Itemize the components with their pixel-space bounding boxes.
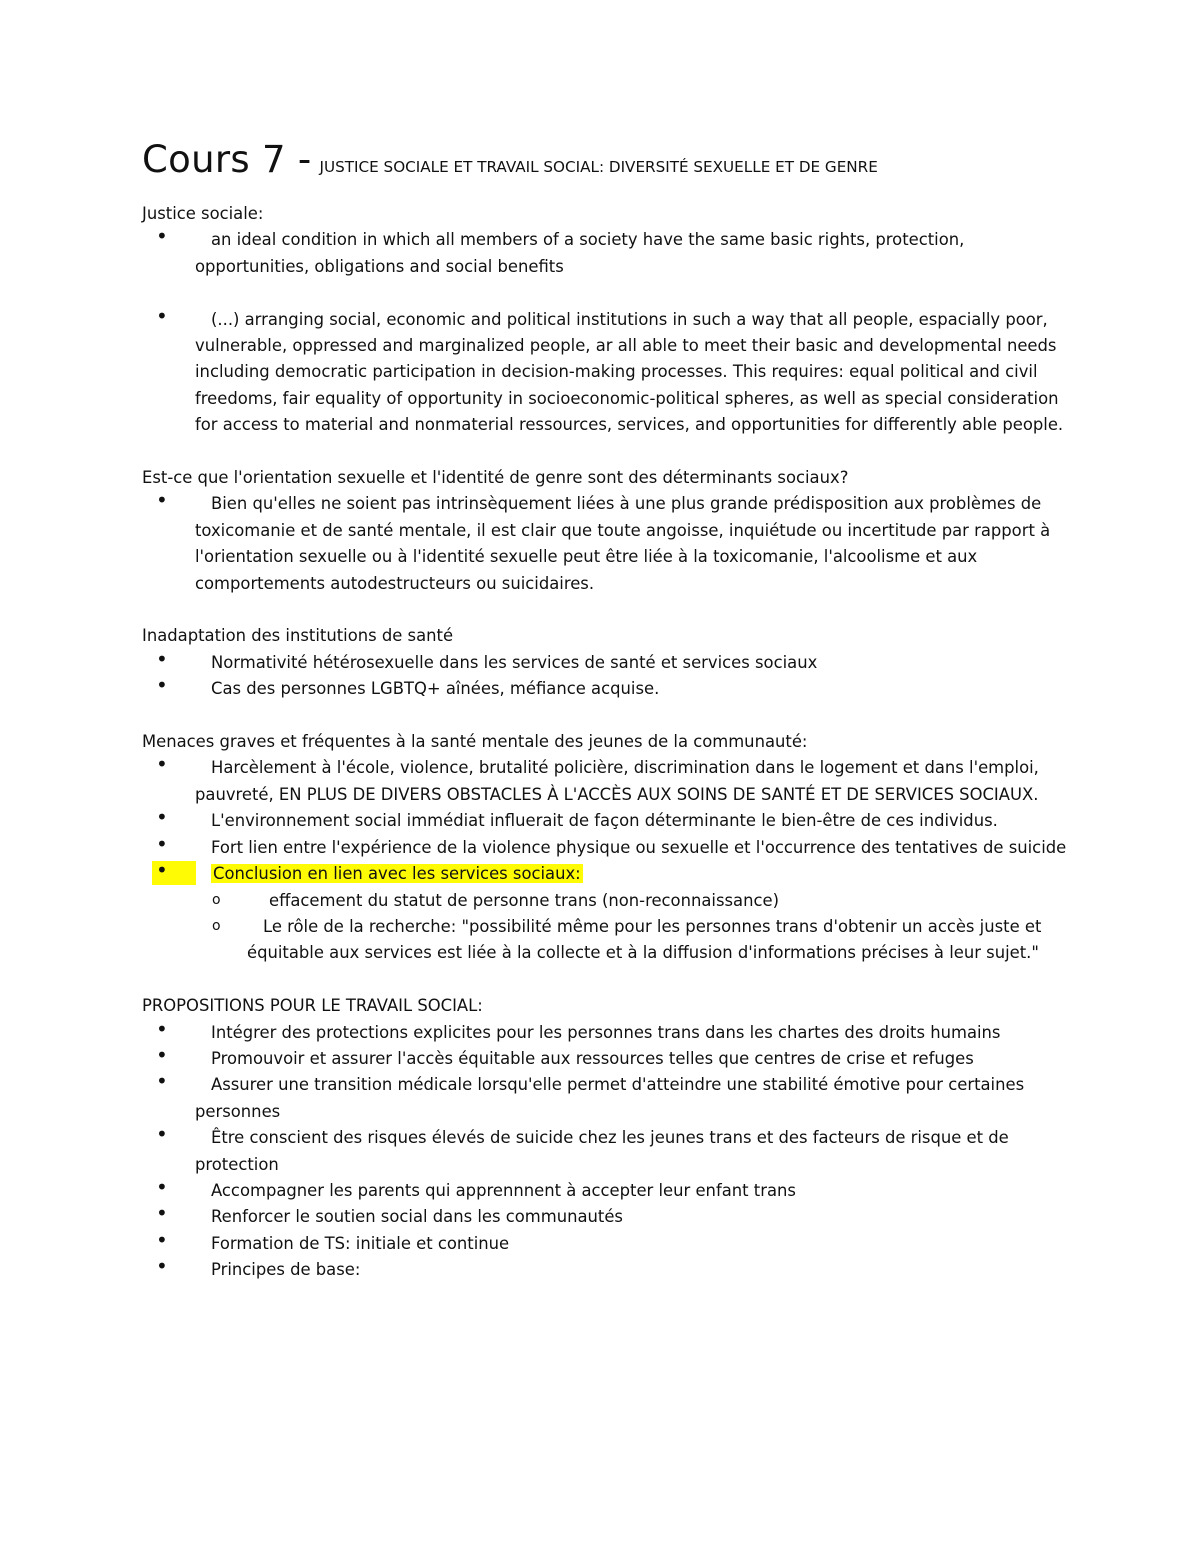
list-item-text: Assurer une transition médicale lorsqu'elle permet d'atteindre une stabilité émotive pour certaines personnes — [195, 1075, 1025, 1121]
list-menaces — [142, 752, 1077, 966]
bullet-icon: • — [156, 1122, 168, 1147]
list-item-text: Formation de TS: initiale et continue — [211, 1233, 510, 1253]
list-item-highlighted — [142, 858, 1077, 967]
list-item — [142, 673, 1077, 702]
list-item — [142, 805, 1077, 834]
bullet-icon: • — [156, 488, 168, 513]
bullet-icon: • — [156, 805, 168, 830]
bullet-icon: • — [156, 1042, 168, 1067]
list-propositions — [142, 1016, 1077, 1284]
list-item-text: Intégrer des protections explicites pour les personnes trans dans les chartes des droits humains — [211, 1022, 1001, 1042]
circle-bullet-icon: o — [212, 891, 221, 908]
list-item — [142, 1016, 1077, 1046]
circle-bullet-icon: o — [212, 917, 221, 934]
bullet-icon: • — [156, 224, 168, 249]
sub-list-item — [195, 914, 1077, 967]
page-title — [142, 138, 1077, 181]
list-orientation — [142, 488, 1077, 597]
list-inadaptation — [142, 646, 1077, 703]
list-item-text: (...) arranging social, economic and political institutions in such a way that all people, espacially poor, vulnerable, oppressed and marginalized people, ar all able to meet their basic and developmental needs including democratic participation in decision-making processes. This requires: equal political and civil freedoms, fair equality of opportunity in socioeconomic-political spheres, as well as special consideration for access to material and nonmaterial ressources, services, and opportunities for differently able people. — [195, 309, 1064, 435]
bullet-icon: • — [156, 1227, 168, 1252]
list-item-text: Renforcer le soutien social dans les communautés — [211, 1207, 623, 1227]
bullet-icon: • — [156, 303, 168, 328]
list-item-text: Normativité hétérosexuelle dans les services de santé et services sociaux — [211, 652, 818, 672]
list-item-text: Harcèlement à l'école, violence, brutalité policière, discrimination dans le logement et dans l'emploi, pauvreté, EN PLUS DE DIVERS OBSTACLES À L'ACCÈS AUX SOINS DE SANTÉ ET DE SERVICES SOCIAUX. — [195, 758, 1039, 804]
heading-menaces: Menaces graves et fréquentes à la santé mentale des jeunes de la communauté: — [142, 732, 808, 752]
list-item — [142, 646, 1077, 676]
list-item — [142, 752, 1077, 808]
list-item — [142, 1174, 1077, 1204]
bullet-icon: • — [156, 1254, 168, 1279]
title-main: Cours 7 - — [142, 138, 312, 181]
bullet-icon: • — [156, 646, 168, 671]
bullet-icon: • — [156, 1201, 168, 1226]
list-item-text: Bien qu'elles ne soient pas intrinsèquement liées à une plus grande prédisposition aux problèmes de toxicomanie et de santé mentale, il est clair que toute angoisse, inquiétude ou incertitude par rapport à l'orientation sexuelle ou à l'identité sexuelle peut être liée à la toxicomanie, l'alcoolisme et aux comportements autodestructeurs ou suicidaires. — [195, 494, 1051, 593]
list-item — [142, 488, 1077, 597]
list-item-text: an ideal condition in which all members of a society have the same basic rights, protection, opportunities, obligations and social benefits — [195, 230, 965, 276]
list-justice-sociale-2 — [142, 303, 1077, 439]
heading-propositions: PROPOSITIONS POUR LE TRAVAIL SOCIAL: — [142, 996, 483, 1016]
bullet-icon: • — [156, 673, 168, 698]
list-item — [142, 1042, 1077, 1072]
list-item — [142, 1122, 1077, 1178]
sub-list-item — [195, 888, 1077, 914]
sub-list-conclusion — [195, 888, 1077, 967]
bullet-icon: • — [156, 1174, 168, 1199]
heading-orientation: Est-ce que l'orientation sexuelle et l'identité de genre sont des déterminants sociaux? — [142, 468, 849, 488]
list-item — [142, 1069, 1077, 1125]
list-item — [142, 224, 1077, 280]
list-item-text: Promouvoir et assurer l'accès équitable aux ressources telles que centres de crise et refuges — [211, 1048, 974, 1068]
heading-inadaptation: Inadaptation des institutions de santé — [142, 626, 454, 646]
bullet-icon: • — [156, 1069, 168, 1094]
bullet-icon: • — [156, 858, 168, 883]
list-item — [142, 303, 1077, 439]
list-item — [142, 831, 1077, 861]
list-item — [142, 1201, 1077, 1230]
bullet-icon: • — [156, 1016, 168, 1041]
sub-list-item-text: effacement du statut de personne trans (non-reconnaissance) — [269, 890, 779, 910]
list-item-text: Fort lien entre l'expérience de la violence physique ou sexuelle et l'occurrence des tentatives de suicide — [211, 837, 1067, 857]
list-item — [142, 1254, 1077, 1283]
list-item-text: Accompagner les parents qui apprennnent à accepter leur enfant trans — [211, 1180, 796, 1200]
bullet-icon: • — [156, 831, 168, 856]
list-item — [142, 1227, 1077, 1257]
bullet-icon: • — [156, 752, 168, 777]
sub-list-item-text: Le rôle de la recherche: "possibilité même pour les personnes trans d'obtenir un accès juste et équitable aux services est liée à la collecte et à la diffusion d'informations précises à leur sujet." — [247, 916, 1042, 963]
list-justice-sociale — [142, 224, 1077, 280]
list-item-text: Principes de base: — [211, 1260, 361, 1280]
title-subtitle: JUSTICE SOCIALE ET TRAVAIL SOCIAL: DIVERSITÉ SEXUELLE ET DE GENRE — [319, 158, 878, 176]
list-item-text: Cas des personnes LGBTQ+ aînées, méfiance acquise. — [211, 679, 660, 699]
highlighted-text: Conclusion en lien avec les services sociaux: — [213, 864, 581, 884]
heading-justice-sociale: Justice sociale: — [142, 204, 264, 223]
document-page — [142, 138, 1077, 1284]
list-item-text: L'environnement social immédiat influerait de façon déterminante le bien-être de ces individus. — [211, 811, 998, 831]
list-item-text: Être conscient des risques élevés de suicide chez les jeunes trans et des facteurs de risque et de protection — [195, 1128, 1009, 1174]
